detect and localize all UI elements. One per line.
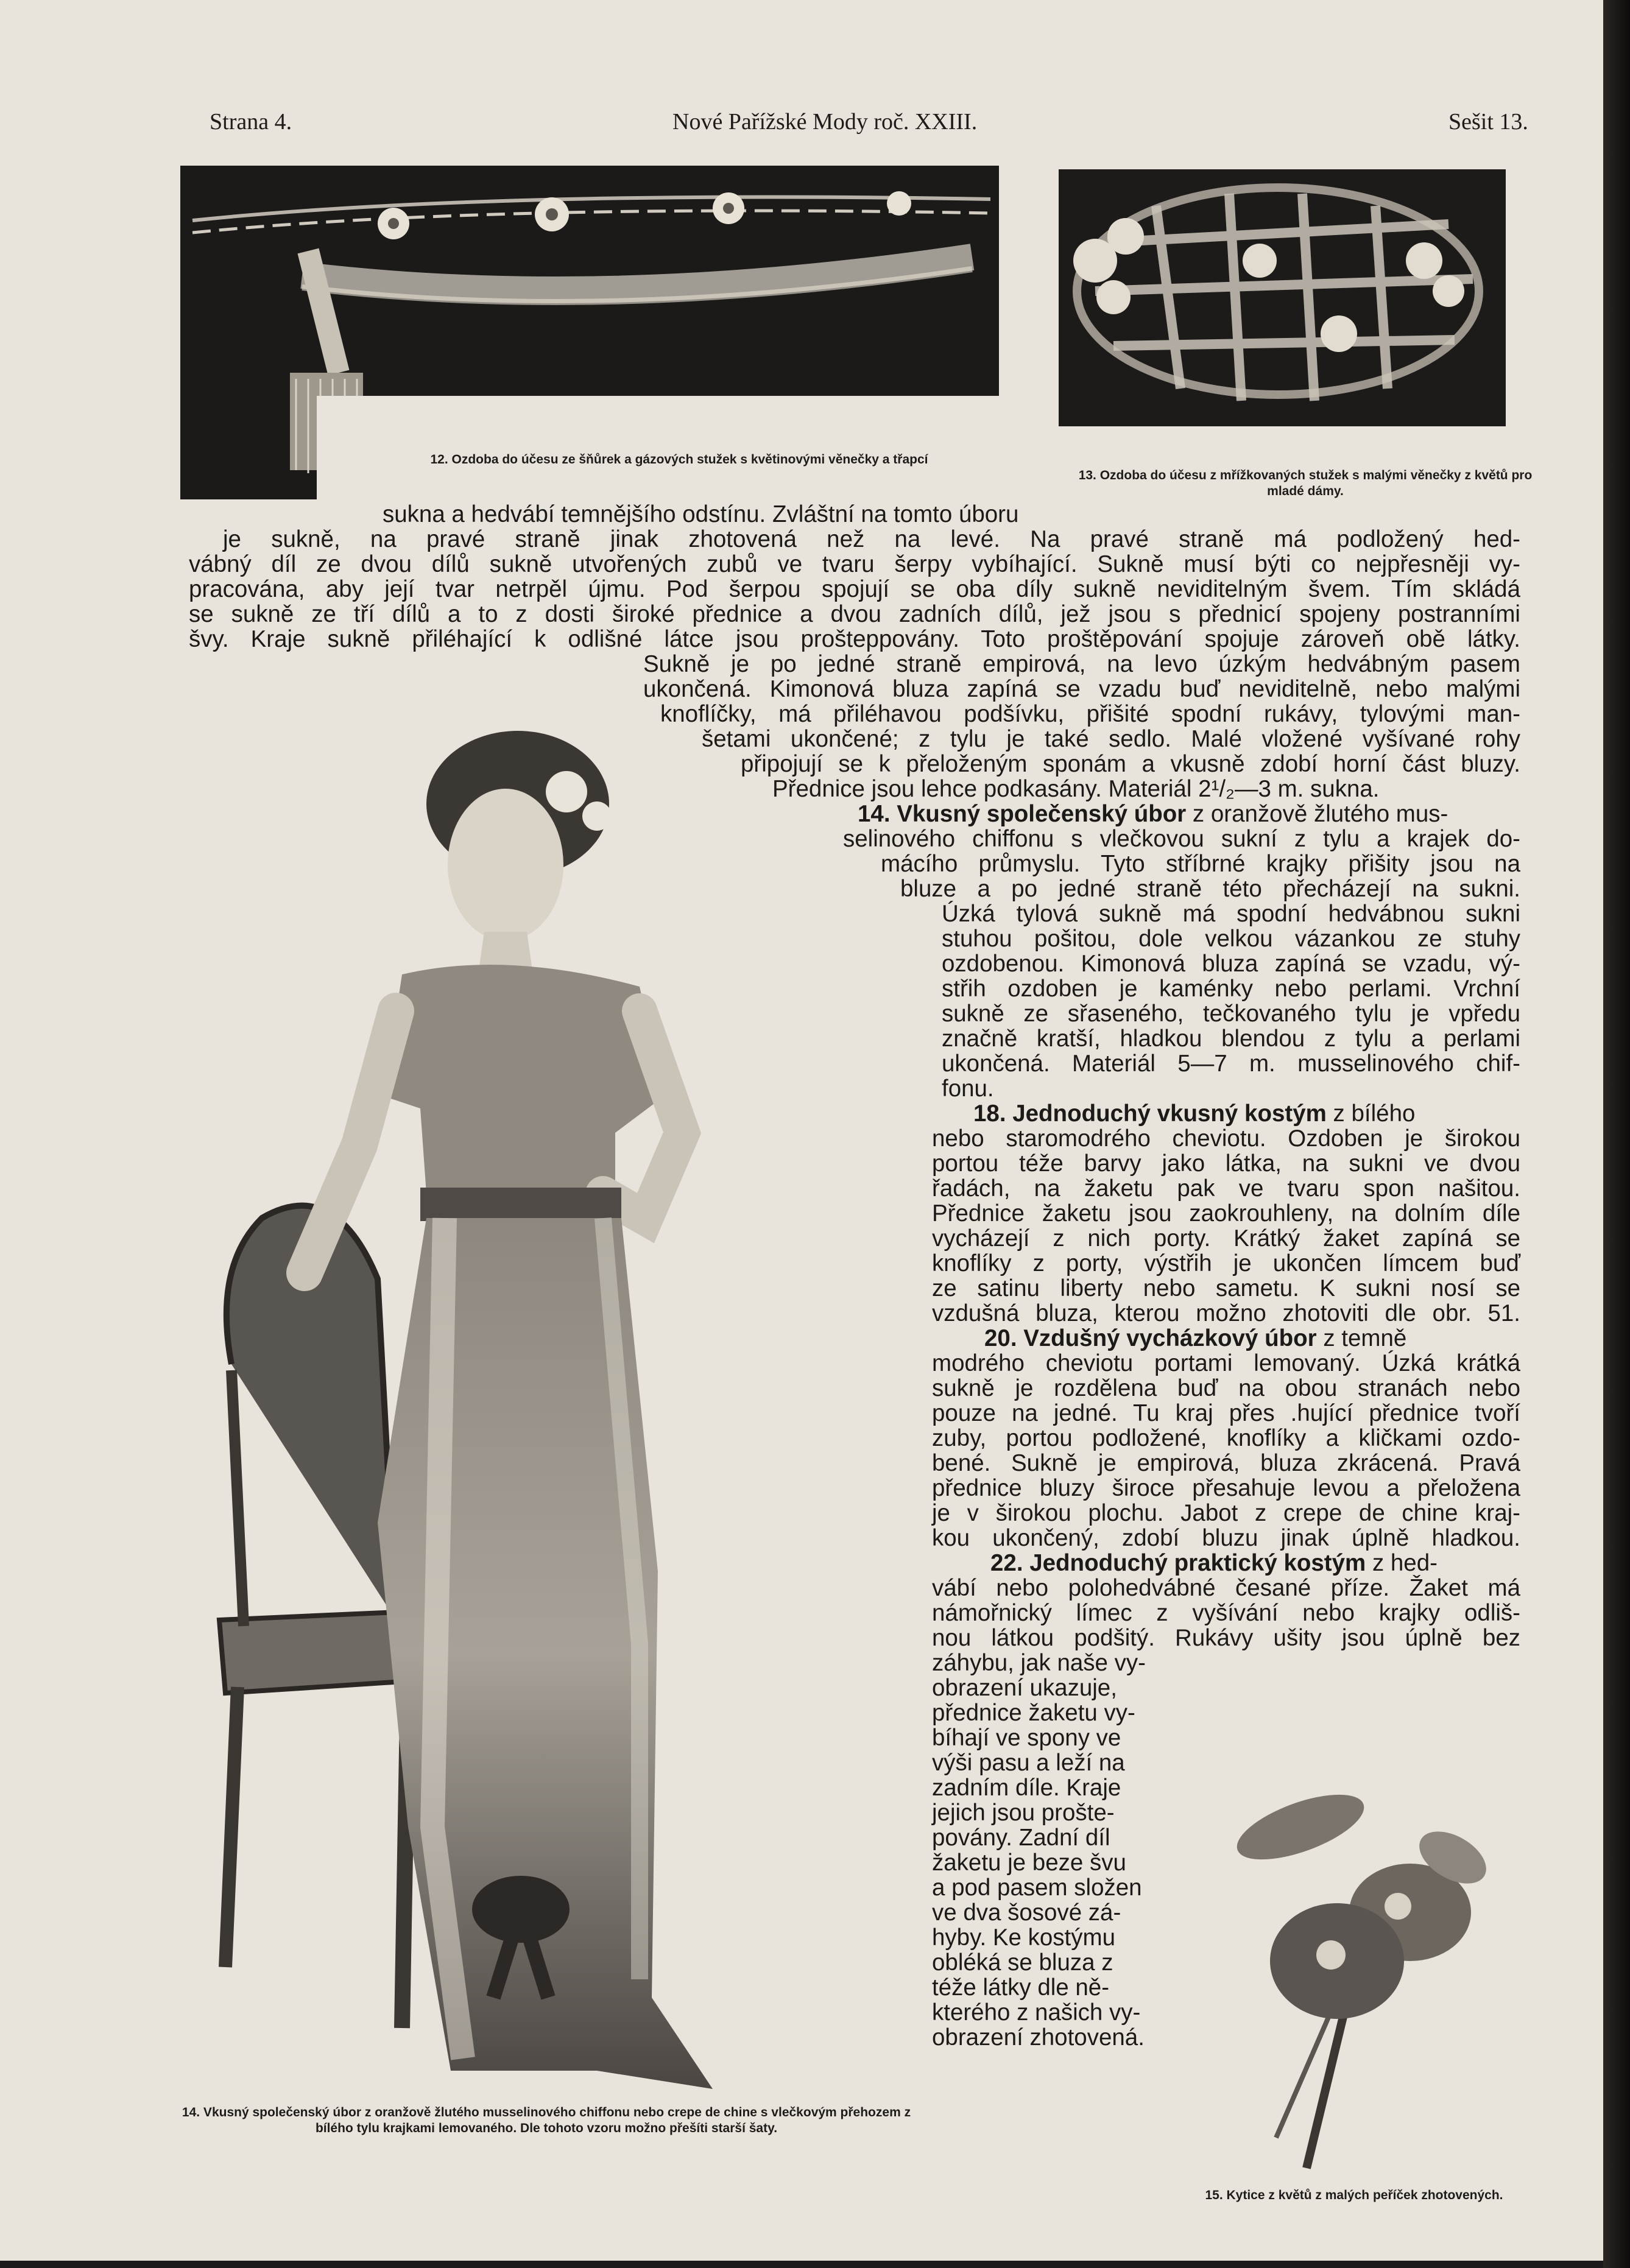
text-line: knoflíky z porty, výstřih je ukončen límcem buď	[932, 1250, 1520, 1277]
text-line: jejich jsou prošte-	[932, 1800, 1115, 1826]
figure-15-caption: 15. Kytice z květů z malých peříček zhotovených.	[1205, 2188, 1503, 2202]
text-line: sukně je rozdělena buď na obou stranách nebo	[932, 1375, 1520, 1401]
text-line: bíhají ve spony ve	[932, 1725, 1121, 1751]
section-14-heading: 14. Vkusný společenský úbor	[858, 801, 1187, 827]
text-line: kou ukončený, zdobí bluzu jinak úplně hladkou.	[932, 1525, 1520, 1551]
text-line: je v širokou plochu. Jabot z crepe de chine kraj-	[932, 1500, 1520, 1526]
section-18-heading: 18. Jednoduchý vkusný kostým	[973, 1101, 1327, 1127]
text-line: ukončená. Kimonová bluza zapíná se vzadu buď neviditelně, nebo malými	[643, 676, 1520, 702]
figure-13-caption: 13. Ozdoba do účesu z mřížkovaných stužek s malými věnečky z květů pro mladé dámy.	[1078, 468, 1533, 498]
text-line: selinového chiffonu s vlečkovou sukní z tylu a krajek do-	[843, 826, 1520, 852]
text-line: vábný díl ze dvou dílů sukně utvořených zubů ve tvaru šerpy vybíhající. Sukně musí býti co nejpřesněji vy-	[189, 551, 1520, 577]
text-line: přednice žaketu vy-	[932, 1700, 1135, 1726]
text-line: stuhou pošitou, dole velkou vázankou ze stuhy	[942, 926, 1520, 952]
text-line: pracována, aby její tvar netrpěl újmu. Pod šerpou spojují se oba díly sukně neviditelným švem. Tím skládá	[189, 576, 1520, 602]
text-line: ozdobenou. Kimonová bluza zapíná se vzadu, vý-	[942, 951, 1520, 977]
text-line: téže látky dle ně-	[932, 1974, 1110, 2001]
text-line: záhybu, jak naše vy-	[932, 1650, 1146, 1676]
book-spine-shadow	[1603, 0, 1630, 2268]
text-line: ukončená. Materiál 5—7 m. musselinového chif-	[942, 1051, 1520, 1077]
text-line: vycházejí z nich porty. Krátký žaket zapíná se	[932, 1225, 1520, 1252]
figure-12-caption: 12. Ozdoba do účesu ze šňůrek a gázových stužek s květinovými věnečky a třapcí	[430, 453, 928, 467]
magazine-title: Nové Pařížské Mody roč. XXIII.	[672, 109, 978, 135]
text-line: připojují se k přeloženým sponám a vkusně zdobí horní část bluzy.	[741, 751, 1520, 777]
figure-14-caption: 14. Vkusný společenský úbor z oranžově žlutého musselinového chiffonu nebo crepe de chine s vlečkovým přehozem z bílého tylu krajkami lemovaného. Dle tohoto vzoru možno přešíti starší šaty.	[182, 2105, 911, 2135]
text-line: obrazení zhotovená.	[932, 2024, 1145, 2051]
text-line: bluze a po jedné straně této přecházejí na sukni.	[900, 876, 1520, 902]
lattice-ornament-image-13	[1059, 169, 1506, 426]
section-14-first-line: 14. Vkusný společenský úbor z oranžově žlutého mus-	[858, 801, 1448, 827]
text-line: modrého cheviotu portami lemovaný. Úzká krátká	[932, 1350, 1520, 1376]
section-20-heading: 20. Vzdušný vycházkový úbor	[984, 1325, 1317, 1351]
text-line: řadách, na žaketu pak ve tvaru spon našitou.	[932, 1175, 1520, 1202]
text-line: je sukně, na pravé straně jinak zhotovená než na levé. Na pravé straně má podložený hed-	[223, 526, 1520, 552]
text-line: Úzká tylová sukně má spodní hedvábnou sukni	[942, 901, 1520, 927]
section-22-first-line: 22. Jednoduchý praktický kostým z hed-	[990, 1550, 1438, 1576]
text-line: se sukně ze tří dílů a to z dosti široké přednice a dvou zadních dílů, jež jsou s přednicí spojeny postranními	[189, 601, 1520, 627]
text-line: ve dva šosové zá-	[932, 1900, 1121, 1926]
text-line: střih ozdoben je kaménky nebo perlami. Vrchní	[942, 976, 1520, 1002]
text-line: vábí nebo polohedvábné česané příze. Žaket má	[932, 1575, 1520, 1601]
text-line: zuby, portou podložené, knoflíky a kličkami ozdo-	[932, 1425, 1520, 1451]
text-line: nebo staromodrého cheviotu. Ozdoben je širokou	[932, 1125, 1520, 1152]
page-number: Strana 4.	[210, 109, 292, 135]
text-line: portou téže barvy jako látka, na sukni ve dvou	[932, 1150, 1520, 1177]
section-18-first-line: 18. Jednoduchý vkusný kostým z bílého	[973, 1101, 1416, 1127]
section-20-first-line: 20. Vzdušný vycházkový úbor z temně	[984, 1325, 1407, 1351]
text-line: Sukně je po jedné straně empirová, na levo úzkým hedvábným pasem	[643, 651, 1520, 677]
text-line: ze satinu liberty nebo sametu. K sukni nosí se	[932, 1275, 1520, 1301]
text-line: značně kratší, hladkou blendou z tylu a perlami	[942, 1026, 1520, 1052]
section-22-heading: 22. Jednoduchý praktický kostým	[990, 1550, 1366, 1576]
text-line: pouze na jedné. Tu kraj přes .hující přednice tvoří	[932, 1400, 1520, 1426]
text-line: zadním díle. Kraje	[932, 1775, 1121, 1801]
text-line: obrazení ukazuje,	[932, 1675, 1117, 1701]
issue-number: Sešit 13.	[1448, 109, 1528, 135]
text-line: mácího průmyslu. Tyto stříbrné krajky přišity jsou na	[881, 851, 1520, 877]
fashion-illustration-14	[177, 670, 926, 2095]
text-line: sukna a hedvábí temnějšího odstínu. Zvláštní na tomto úboru	[383, 501, 1019, 527]
text-line: Přednice jsou lehce podkasány. Materiál 2¹/₂—3 m. sukna.	[772, 776, 1380, 802]
text-line: fonu.	[942, 1076, 994, 1102]
text-line: výši pasu a leží na	[932, 1750, 1125, 1776]
text-line: přednice bluzy široce přesahuje levou a přeložena	[932, 1475, 1520, 1501]
text-line: žaketu je beze švu	[932, 1850, 1126, 1876]
text-line: nou látkou podšitý. Rukávy ušity jsou úplně bez	[932, 1625, 1520, 1651]
text-line: vzdušná bluza, kterou možno zhotoviti dle obr. 51.	[932, 1300, 1520, 1326]
text-line: švy. Kraje sukně přiléhající k odlišné látce jsou prošteppovány. Toto proštěpování spojuje zároveň obě látky.	[189, 626, 1520, 652]
text-line: bené. Sukně je empirová, bluza zkrácená. Pravá	[932, 1450, 1520, 1476]
text-line: a pod pasem složen	[932, 1875, 1142, 1901]
text-line: Přednice žaketu jsou zaokrouhleny, na dolním díle	[932, 1200, 1520, 1227]
text-line: povány. Zadní díl	[932, 1825, 1110, 1851]
text-line: sukně ze sřaseného, tečkovaného tylu je vpředu	[942, 1001, 1520, 1027]
text-line: obléká se bluza z	[932, 1949, 1113, 1976]
text-line: knoflíčky, má přiléhavou podšívku, přišité spodní rukávy, tylovými man-	[660, 701, 1520, 727]
text-line: námořnický límec z vyšívání nebo krajky odliš-	[932, 1600, 1520, 1626]
feather-bouquet-image-15	[1197, 1778, 1508, 2180]
text-line: šetami ukončené; z tylu je také sedlo. Malé vložené vyšívané rohy	[702, 726, 1520, 752]
text-line: kterého z našich vy-	[932, 1999, 1141, 2026]
text-line: hyby. Ke kostýmu	[932, 1925, 1115, 1951]
